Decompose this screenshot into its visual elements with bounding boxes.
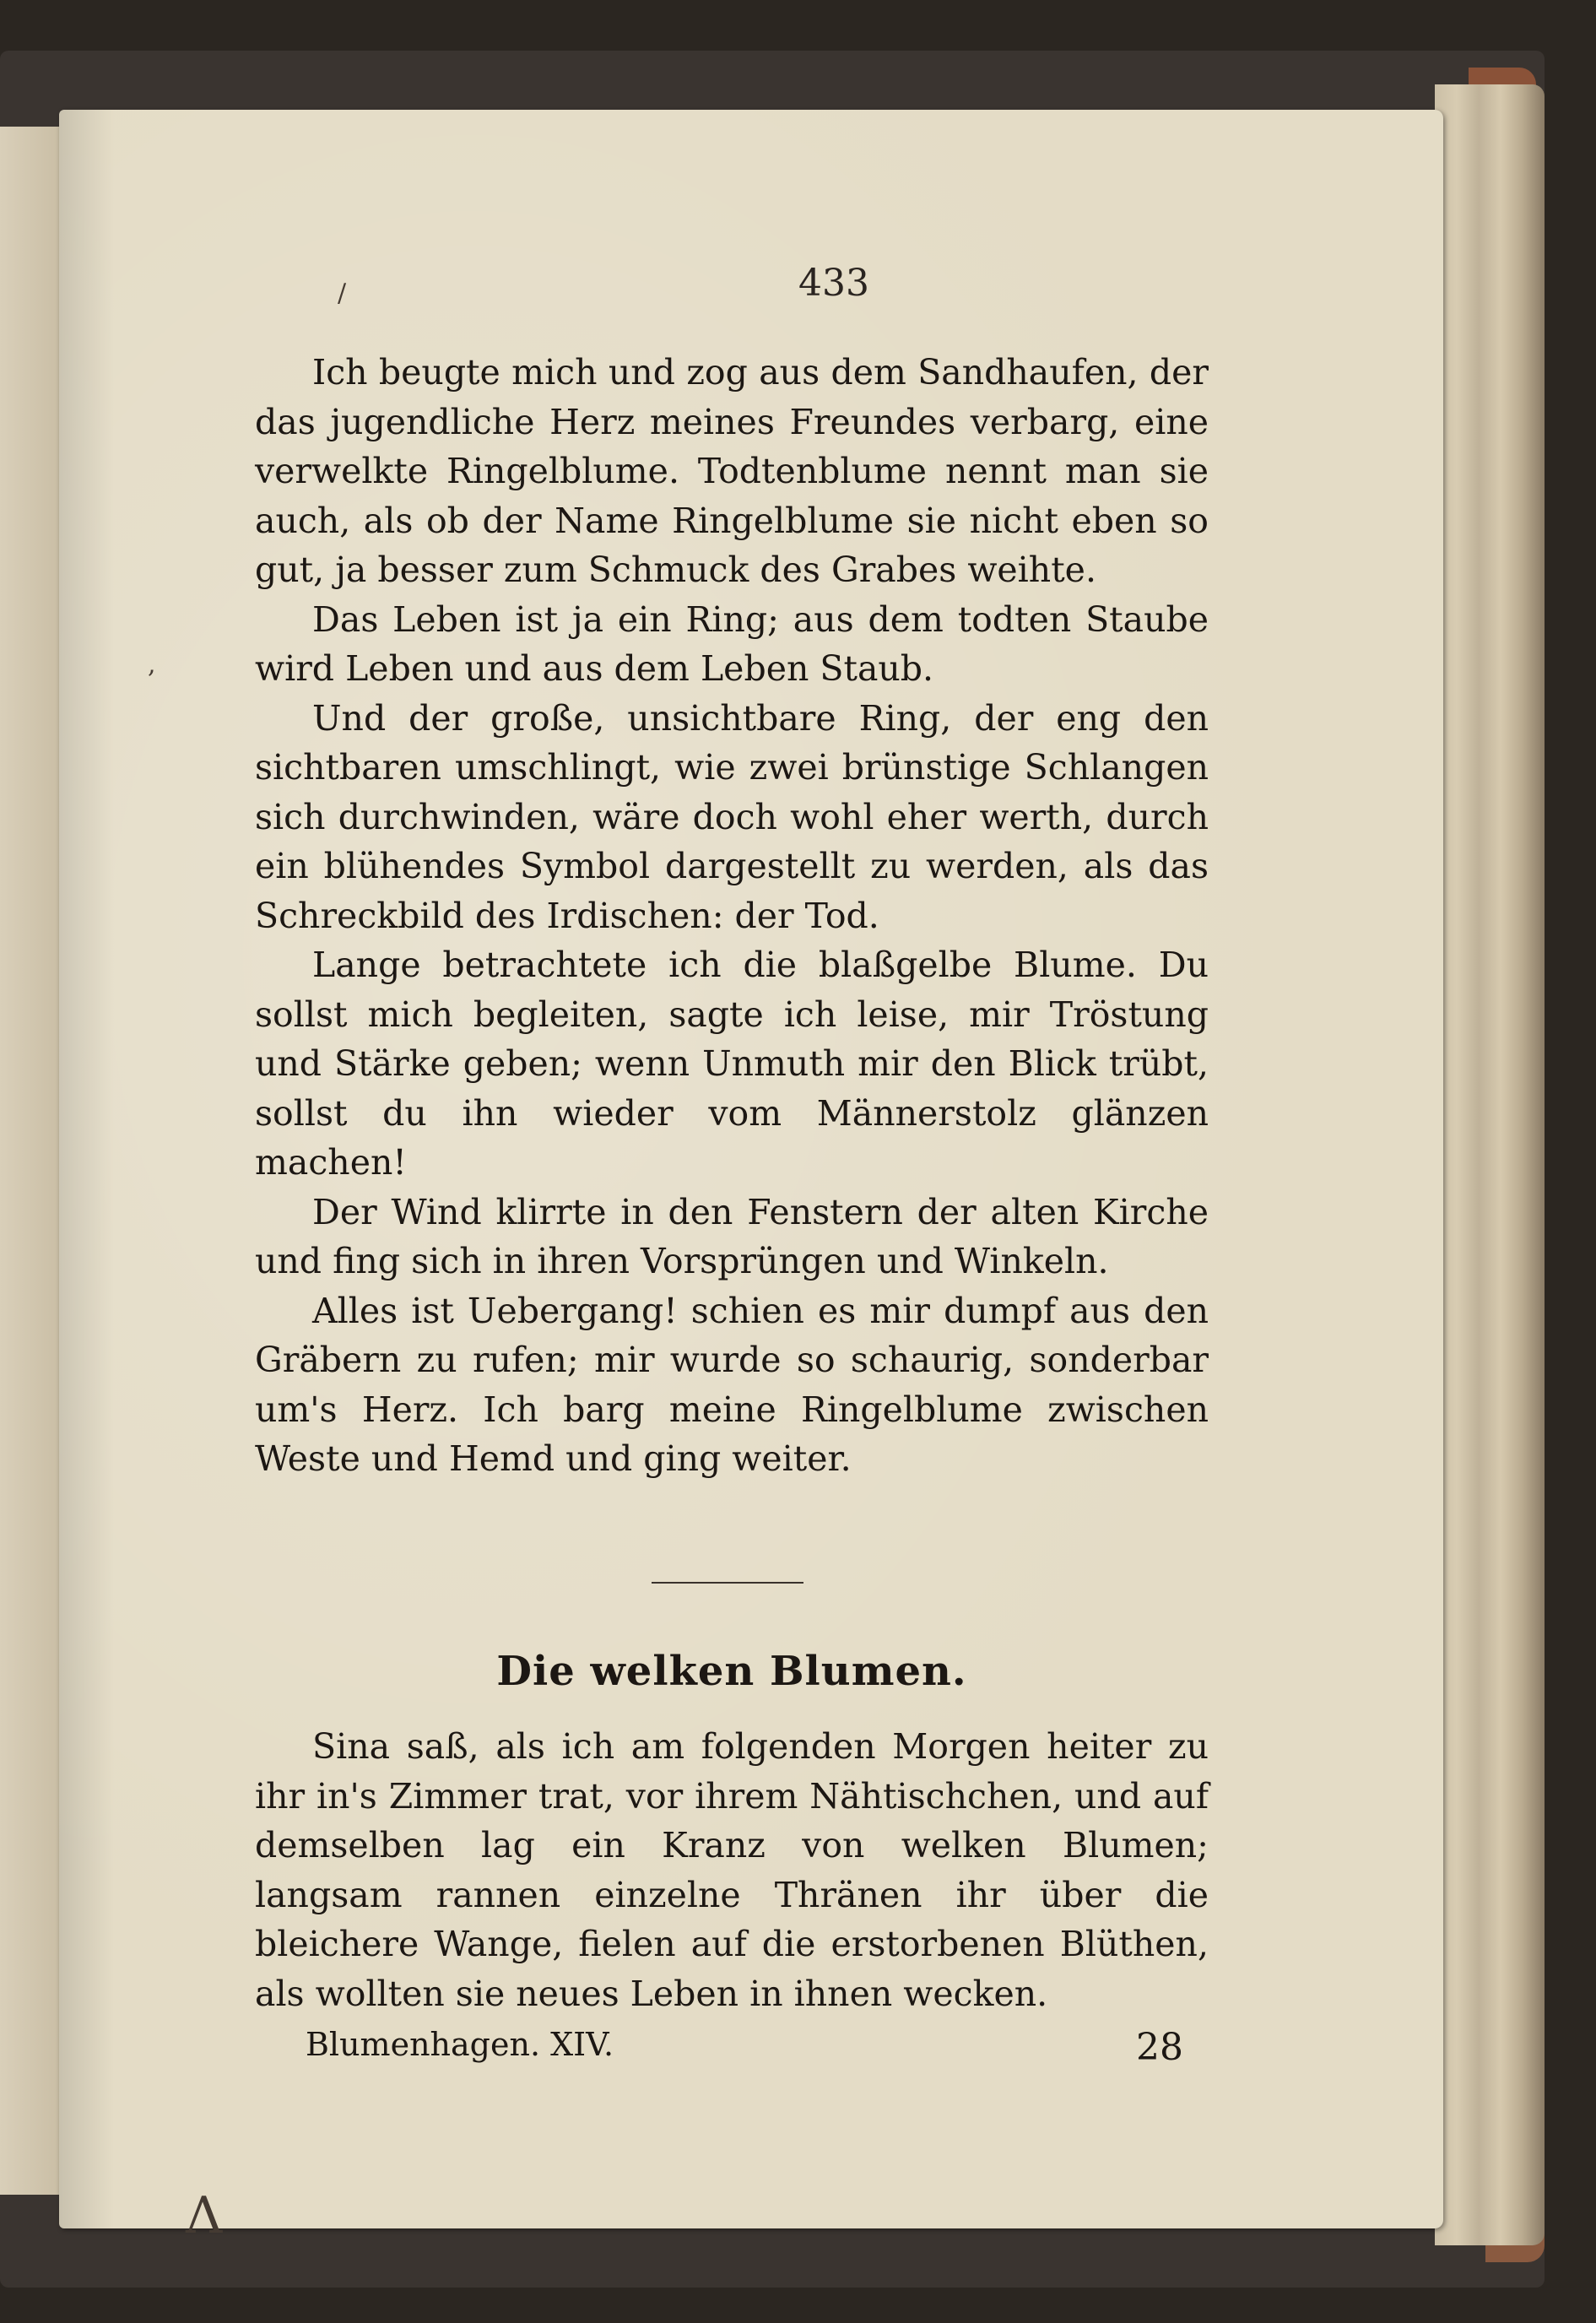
page-number: 433 <box>798 262 869 305</box>
body-text <box>255 348 1209 1484</box>
paragraph: Der Wind klirrte in den Fenstern der alten Kirche und fing sich in ihren Vorsprüngen und Winkeln. <box>255 1191 1209 1281</box>
paragraph: Ich beugte mich und zog aus dem Sandhaufen, der das jugendliche Herz meines Freundes verbarg, eine verwelkte Ringelblume. Todtenblume nennt man sie auch, als ob der Name Ringelblume sie nicht eben so gut, ja besser zum Schmuck des Grabes weihte. <box>255 352 1209 590</box>
section-divider <box>652 1582 803 1584</box>
page-stack-edge <box>1435 84 1545 2245</box>
section-heading: Die welken Blumen. <box>496 1648 967 1695</box>
paragraph: Und der große, unsichtbare Ring, der eng den sichtbaren umschlingt, wie zwei brünstige Schlangen sich durchwinden, wäre doch wohl eher werth, durch ein blühendes Symbol dargestellt zu werden, als das Schreckbild des Irdischen: der Tod. <box>255 697 1209 936</box>
section-body-text <box>255 1722 1209 2018</box>
paragraph: Alles ist Uebergang! schien es mir dumpf aus den Gräbern zu rufen; mir wurde so schaurig, sonderbar um's Herz. Ich barg meine Ringelblume zwischen Weste und Hemd und ging weiter. <box>255 1290 1209 1479</box>
facing-page-edge <box>0 127 68 2195</box>
pencil-mark: Λ <box>186 2186 223 2245</box>
book-page <box>59 110 1443 2245</box>
ink-mark: , <box>148 650 156 680</box>
paragraph: Lange betrachtete ich die blaßgelbe Blume. Du sollst mich begleiten, sagte ich leise, mir Tröstung und Stärke geben; wenn Unmuth mir den Blick trübt, sollst du ihn wieder vom Männerstolz glänzen machen! <box>255 945 1209 1183</box>
page-footer <box>255 2026 1209 2077</box>
sheet-number: 28 <box>1136 2026 1183 2069</box>
paragraph: Das Leben ist ja ein Ring; aus dem todten Staube wird Leben und aus dem Leben Staub. <box>255 598 1209 689</box>
signature-mark: Blumenhagen. XIV. <box>306 2026 614 2063</box>
ink-mark: / <box>338 279 347 308</box>
paragraph: Sina saß, als ich am folgenden Morgen heiter zu ihr in's Zimmer trat, vor ihrem Nähtischchen, und auf demselben lag ein Kranz von welken Blumen; langsam rannen einzelne Thränen ihr über die bleichere Wange, fielen auf die erstorbenen Blüthen, als wollten sie neues Leben in ihnen wecken. <box>255 1726 1209 2014</box>
